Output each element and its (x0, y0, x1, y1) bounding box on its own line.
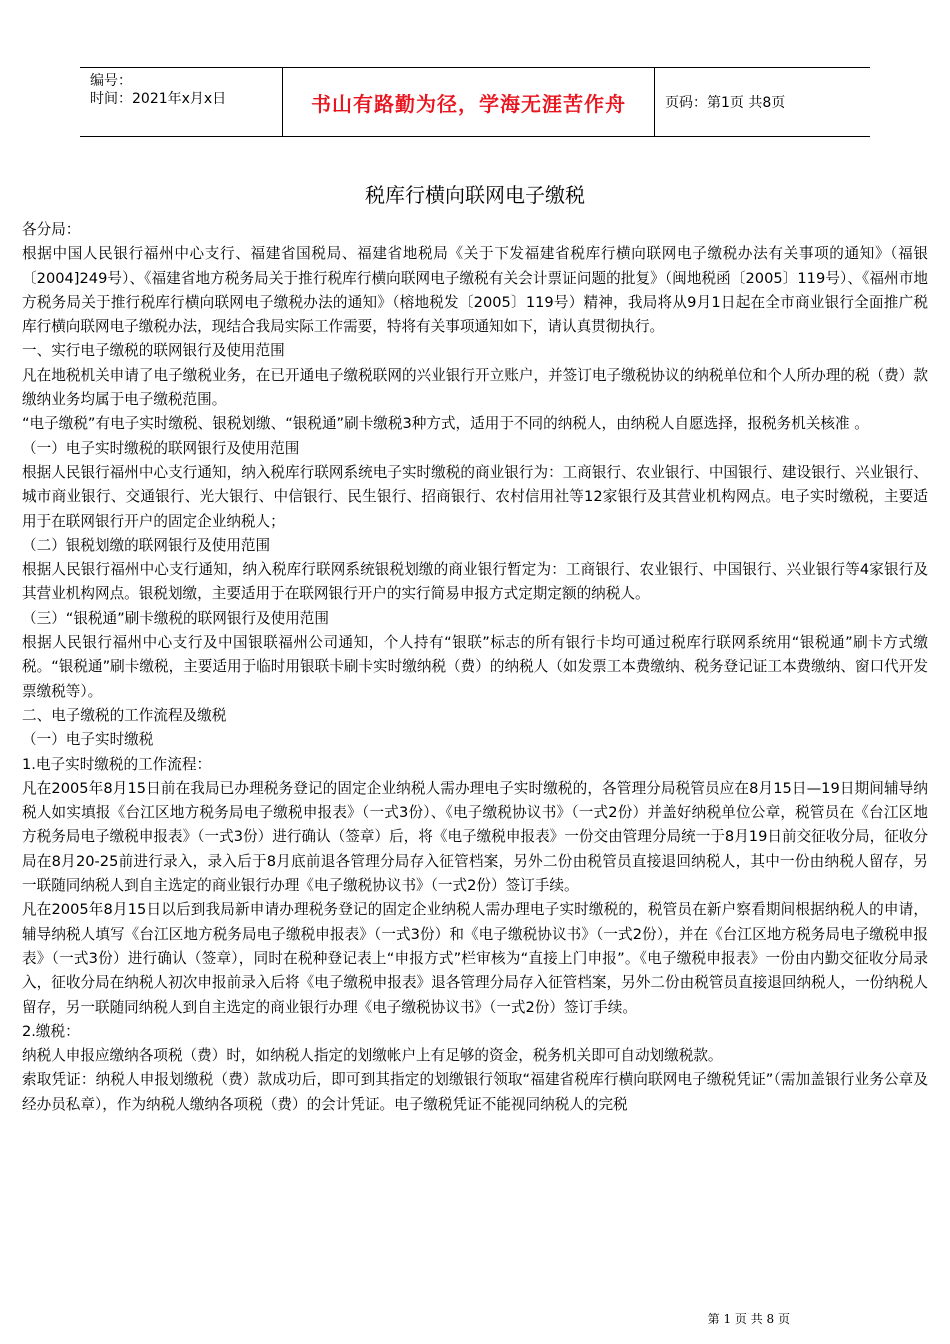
subsection-heading: （一）电子实时缴税的联网银行及使用范围 (22, 439, 300, 457)
header-meta (80, 68, 283, 136)
document-header (80, 67, 870, 137)
document-number: 编号： (90, 73, 132, 89)
paragraph: 根据人民银行福州中心支行通知，纳入税库行联网系统银税划缴的商业银行暂定为：工商银行、农业银行、中国银行、兴业银行等4家银行及其营业机构网点。银税划缴，主要适用于在联网银行开户的实行简易申报方式定期定额的纳税人。 (22, 561, 928, 603)
document-date: 时间：2021年x月x日 (90, 91, 227, 107)
section-heading: 一、实行电子缴税的联网银行及使用范围 (22, 342, 285, 360)
paragraph: “电子缴税”有电子实时缴税、银税划缴、“银税通”刷卡缴税3种方式，适用于不同的纳税人，由纳税人自愿选择，报税务机关核准 。 (22, 415, 869, 433)
section-heading: 二、电子缴税的工作流程及缴税 (22, 706, 227, 724)
subsection-heading: （一）电子实时缴税 (22, 731, 154, 749)
paragraph: 根据人民银行福州中心支行及中国银联福州公司通知，个人持有“银联”标志的所有银行卡均可通过税库行联网系统用“银税通”刷卡方式缴税。“银税通”刷卡缴税，主要适用于临时用银联卡刷卡实时缴纳税（费）的纳税人（如发票工本费缴纳、税务登记证工本费缴纳、窗口代开发票缴税等）。 (22, 634, 928, 700)
paragraph: 凡在地税机关申请了电子缴税业务，在已开通电子缴税联网的兴业银行开立账户，并签订电子缴税协议的纳税单位和个人所办理的税（费）款缴纳业务均属于电子缴税范围。 (22, 366, 928, 409)
page-footer: 第 1 页 共 8 页 (707, 1312, 790, 1326)
paragraph: 根据人民银行福州中心支行通知，纳入税库行联网系统电子实时缴税的商业银行为：工商银行、农业银行、中国银行、建设银行、兴业银行、城市商业银行、交通银行、光大银行、中信银行、民生银行、招商银行、农村信用社等12家银行及其营业机构网点。电子实时缴税，主要适用于在联网银行开户的固定企业纳税人； (22, 463, 928, 530)
document-body (22, 218, 928, 1117)
paragraph: 凡在2005年8月15日以后到我局新申请办理税务登记的固定企业纳税人需办理电子实时缴税的，税管员在新户察看期间根据纳税人的申请，辅导纳税人填写《台江区地方税务局电子缴税申报表》（一式3份）和《电子缴税协议书》（一式2份），并在《台江区地方税务局电子缴税申报表》（一式3份）进行确认（签章），同时在税种登记表上“申报方式”栏审核为“直接上门申报”。《电子缴税申报表》一份由内勤交征收分局录入，征收分局在纳税人初次申报前录入后将《电子缴税申报表》退各管理分局存入征管档案，另外二份由税管员直接退回纳税人，一份纳税人留存，另一联随同纳税人到自主选定的商业银行办理《电子缴税协议书》（一式2份）签订手续。 (22, 901, 928, 1016)
paragraph: 各分局： (22, 221, 81, 238)
paragraph: 凡在2005年8月15日前在我局已办理税务登记的固定企业纳税人需办理电子实时缴税的，各管理分局税管员应在8月15日—19日期间辅导纳税人如实填报《台江区地方税务局电子缴税申报表》（一式3份）、《电子缴税协议书》（一式2份）并盖好纳税单位公章，税管员在《台江区地方税务局电子缴税申报表》（一式3份）进行确认（签章）后，将《电子缴税申报表》一份交由管理分局统一于8月19日前交征收分局，征收分局在8月20-25前进行录入，录入后于8月底前退各管理分局存入征管档案，另外二份由税管员直接退回纳税人，其中一份由纳税人留存，另一联随同纳税人到自主选定的商业银行办理《电子缴税协议书》（一式2份）签订手续。 (22, 779, 928, 895)
header-motto: 书山有路勤为径，学海无涯苦作舟 (311, 91, 626, 116)
header-motto-cell (283, 68, 655, 136)
subsection-heading: （二）银税划缴的联网银行及使用范围 (22, 536, 271, 554)
subsection-heading: （三）“银税通”刷卡缴税的联网银行及使用范围 (22, 609, 329, 627)
header-page-info: 页码：第1页 共8页 (665, 95, 786, 111)
paragraph: 索取凭证：纳税人申报划缴税（费）款成功后，即可到其指定的划缴银行领取“福建省税库行横向联网电子缴税凭证”（需加盖银行业务公章及经办员私章），作为纳税人缴纳各项税（费）的会计凭证。电子缴税凭证不能视同纳税人的完税 (22, 1071, 928, 1113)
step-heading: 1.电子实时缴税的工作流程： (22, 755, 212, 773)
paragraph: 根据中国人民银行福州中心支行、福建省国税局、福建省地税局《关于下发福建省税库行横向联网电子缴税办法有关事项的通知》（福银〔2004]249号）、《福建省地方税务局关于推行税库行横向联网电子缴税有关会计票证问题的批复》（闽地税函〔2005〕119号）、《福州市地方税务局关于推行税库行横向联网电子缴税办法的通知》（榕地税发〔2005〕119号）精神，我局将从9月1日起在全市商业银行全面推广税库行横向联网电子缴税办法，现结合我局实际工作需要，特将有关事项通知如下，请认真贯彻执行。 (22, 245, 928, 336)
document-title: 税库行横向联网电子缴税 (365, 183, 585, 207)
step-heading: 2.缴税： (22, 1022, 80, 1040)
paragraph: 纳税人申报应缴纳各项税（费）时，如纳税人指定的划缴帐户上有足够的资金，税务机关即可自动划缴税款。 (22, 1047, 723, 1065)
